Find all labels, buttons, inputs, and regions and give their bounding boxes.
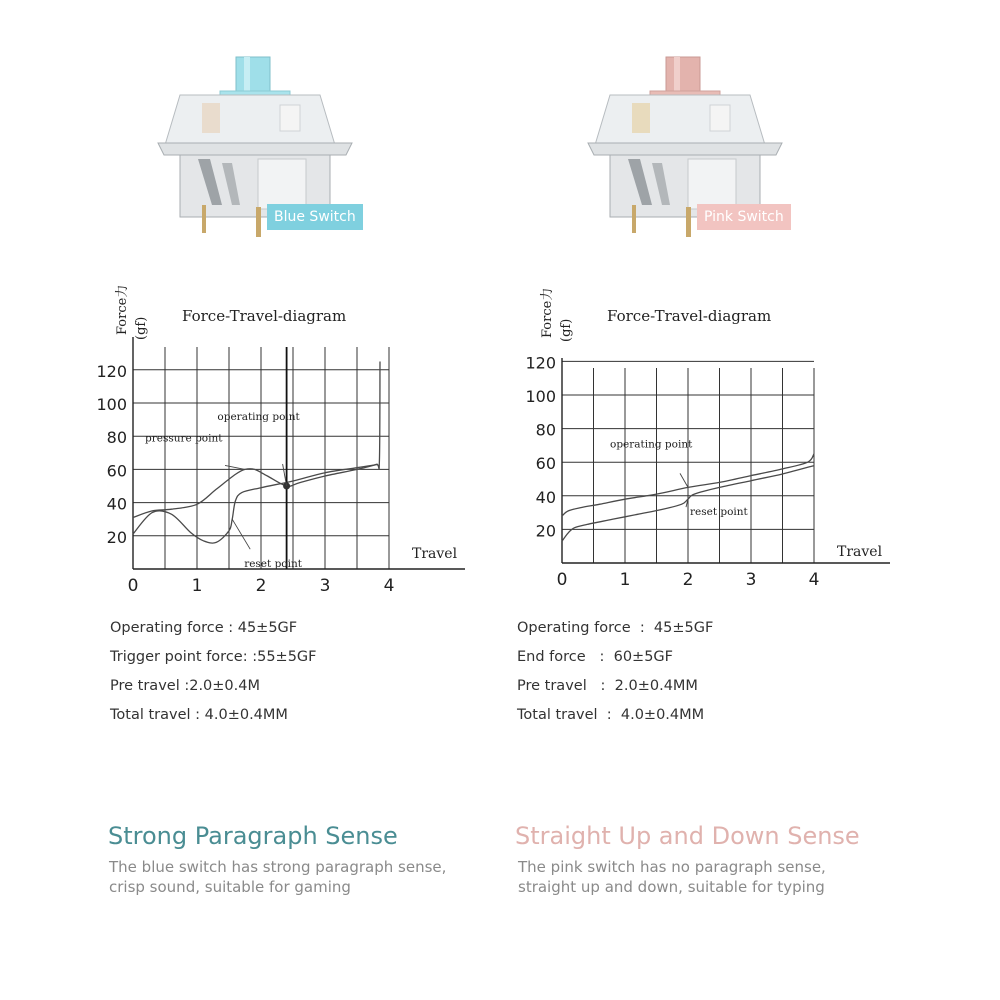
annotation-leader	[225, 465, 245, 469]
y-axis-label: Force力	[540, 287, 555, 338]
spec-operating-force-blue: Operating force : 45±5GF	[110, 620, 298, 636]
force-travel-chart-blue	[90, 280, 480, 600]
series-line-return	[133, 464, 378, 543]
y-tick-label: 120	[525, 353, 556, 373]
x-tick-label: 3	[319, 576, 331, 596]
feature-desc-blue-line1: The blue switch has strong paragraph sense,	[109, 858, 447, 876]
x-tick-label: 4	[383, 576, 395, 596]
annotation-label: operating point	[217, 411, 300, 423]
chart-title: Force-Travel-diagram	[182, 307, 347, 325]
y-tick-label: 40	[106, 494, 127, 514]
force-travel-chart-pink	[515, 280, 905, 600]
spec-pre-travel-pink: Pre travel : 2.0±0.4MM	[517, 678, 698, 694]
annotation-label: reset point	[244, 558, 302, 571]
annotation-leader	[232, 519, 250, 549]
x-tick-label: 2	[255, 576, 267, 596]
y-tick-label: 80	[535, 420, 556, 440]
spec-trigger-force-blue: Trigger point force: :55±5GF	[110, 649, 317, 665]
annotation-label: operating point	[610, 438, 693, 451]
spec-pre-travel-blue: Pre travel :2.0±0.4M	[110, 678, 260, 694]
x-tick-label: 0	[127, 576, 139, 596]
spec-end-force-pink: End force : 60±5GF	[517, 649, 674, 665]
x-axis-label: Travel	[837, 544, 883, 560]
y-tick-label: 60	[535, 454, 556, 474]
feature-desc-pink	[518, 857, 826, 897]
y-tick-label: 100	[96, 395, 127, 414]
feature-desc-blue	[109, 857, 446, 897]
x-tick-label: 1	[191, 576, 203, 596]
y-axis-unit: (gf)	[559, 318, 574, 342]
annotation-leader	[680, 473, 688, 487]
annotation-label: pressure point	[145, 432, 223, 445]
y-tick-label: 80	[106, 428, 127, 448]
x-axis-label: Travel	[412, 546, 458, 562]
y-tick-label: 40	[535, 487, 556, 507]
y-axis-label: Force力	[115, 284, 130, 335]
spec-total-travel-blue: Total travel : 4.0±0.4MM	[110, 707, 288, 723]
feature-desc-pink-line1: The pink switch has no paragraph sense,	[518, 858, 826, 876]
x-tick-label: 2	[682, 570, 694, 590]
annotation-label: reset point	[690, 506, 748, 519]
y-tick-label: 60	[106, 461, 127, 481]
x-tick-label: 0	[556, 570, 568, 590]
x-tick-label: 4	[808, 570, 820, 590]
y-tick-label: 20	[535, 521, 556, 541]
feature-title-pink: Straight Up and Down Sense	[515, 822, 860, 850]
x-tick-label: 3	[745, 570, 757, 590]
pink-switch-badge: Pink Switch	[697, 204, 791, 230]
spec-total-travel-pink: Total travel : 4.0±0.4MM	[517, 707, 705, 723]
y-axis-unit: (gf)	[134, 316, 149, 340]
y-tick-label: 100	[525, 387, 556, 406]
feature-desc-blue-line2: crisp sound, suitable for gaming	[109, 878, 351, 896]
y-tick-label: 120	[96, 361, 127, 381]
y-tick-label: 20	[106, 527, 127, 547]
feature-title-blue: Strong Paragraph Sense	[108, 822, 398, 850]
x-tick-label: 1	[619, 570, 631, 590]
spec-operating-force-pink: Operating force : 45±5GF	[517, 620, 714, 636]
feature-desc-pink-line2: straight up and down, suitable for typing	[518, 878, 825, 896]
chart-title: Force-Travel-diagram	[607, 307, 772, 325]
blue-switch-badge: Blue Switch	[267, 204, 363, 230]
